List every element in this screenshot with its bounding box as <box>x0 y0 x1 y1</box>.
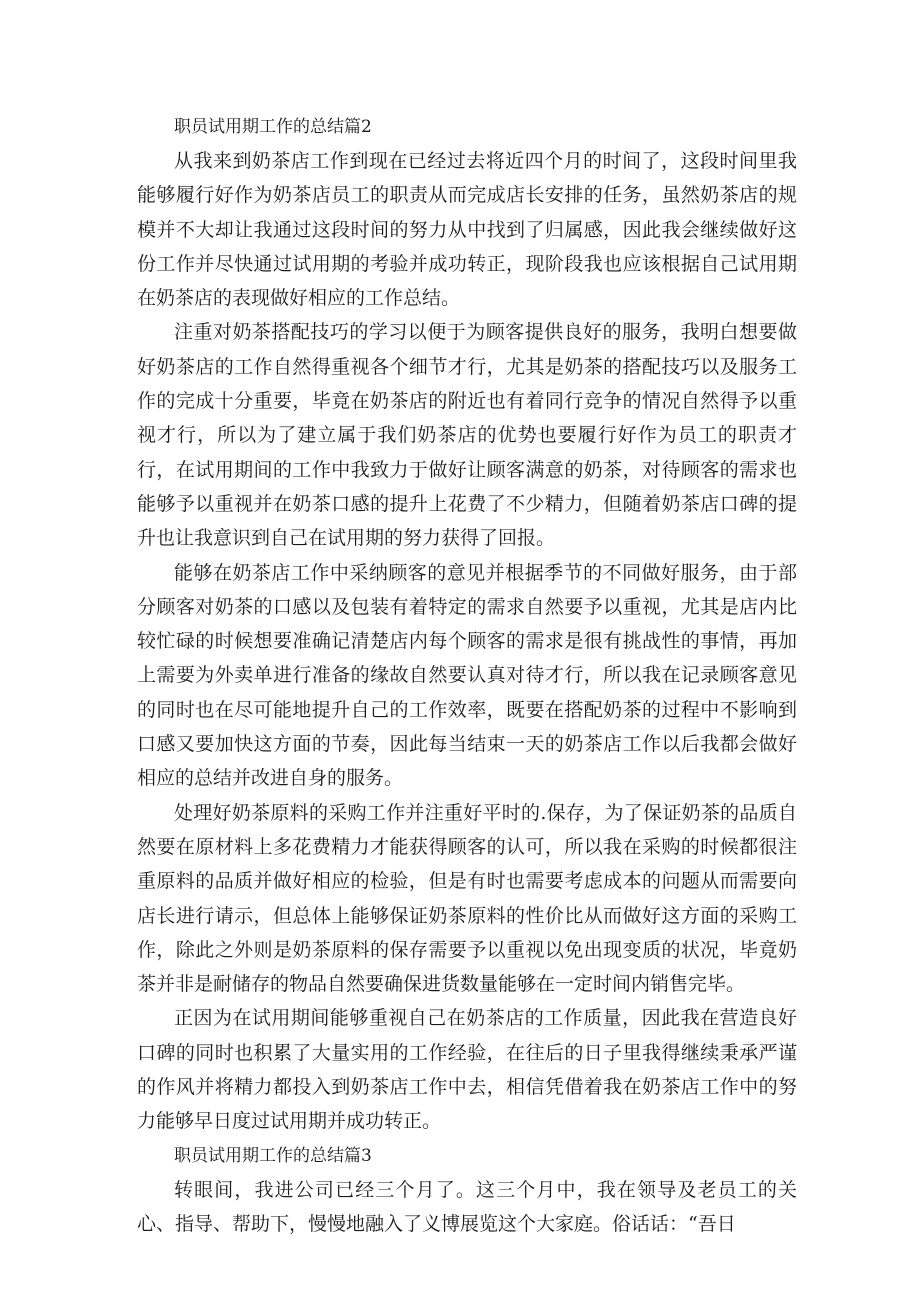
section-heading-2: 职员试用期工作的总结篇2 <box>174 117 372 137</box>
paragraph-6: 转眼间，我进公司已经三个月了。这三个月中，我在领导及老员工的关心、指导、帮助下，慢慢地融入了义博展览这个大家庭。俗话话：“吾日 <box>137 1178 797 1235</box>
paragraph-4: 处理好奶茶原料的采购工作并注重好平时的.保存，为了保证奶茶的品质自然要在原材料上多花费精力才能获得顾客的认可，所以我在采购的时候都很注重原料的品质并做好相应的检验，但是有时也需要考虑成本的问题从而需要向店长进行请示，但总体上能够保证奶茶原料的性价比从而做好这方面的采购工作，除此之外则是奶茶原料的保存需要予以重视以免出现变质的状况，毕竟奶茶并非是耐储存的物品自然要确保进货数量能够在一定时间内销售完毕。 <box>137 801 797 996</box>
paragraph-1: 从我来到奶茶店工作到现在已经过去将近四个月的时间了，这段时间里我能够履行好作为奶茶店员工的职责从而完成店长安排的任务，虽然奶茶店的规模并不大却让我通过这段时间的努力从中找到了归属感，因此我会继续做好这份工作并尽快通过试用期的考验并成功转正，现阶段我也应该根据自己试用期在奶茶店的表现做好相应的工作总结。 <box>137 150 797 310</box>
paragraph-2: 注重对奶茶搭配技巧的学习以便于为顾客提供良好的服务，我明白想要做好奶茶店的工作自然得重视各个细节才行，尤其是奶茶的搭配技巧以及服务工作的完成十分重要，毕竟在奶茶店的附近也有着同行竞争的情况自然得予以重视才行，所以为了建立属于我们奶茶店的优势也要履行好作为员工的职责才行，在试用期间的工作中我致力于做好让顾客满意的奶茶，对待顾客的需求也能够予以重视并在奶茶口感的提升上花费了不少精力，但随着奶茶店口碑的提升也让我意识到自己在试用期的努力获得了回报。 <box>137 321 797 550</box>
paragraph-3: 能够在奶茶店工作中采纳顾客的意见并根据季节的不同做好服务，由于部分顾客对奶茶的口感以及包装有着特定的需求自然要予以重视，尤其是店内比较忙碌的时候想要准确记清楚店内每个顾客的需求是很有挑战性的事情，再加上需要为外卖单进行准备的缘故自然要认真对待才行，所以我在记录顾客意见的同时也在尽可能地提升自己的工作效率，既要在搭配奶茶的过程中不影响到口感又要加快这方面的节奏，因此每当结束一天的奶茶店工作以后我都会做好相应的总结并改进自身的服务。 <box>137 561 797 790</box>
document-body <box>137 110 797 1241</box>
paragraph-5: 正因为在试用期间能够重视自己在奶茶店的工作质量，因此我在营造良好口碑的同时也积累了大量实用的工作经验，在往后的日子里我得继续秉承严谨的作风并将精力都投入到奶茶店工作中去，相信凭借着我在奶茶店工作中的努力能够早日度过试用期并成功转正。 <box>137 1007 797 1133</box>
section-heading-3: 职员试用期工作的总结篇3 <box>174 1145 372 1166</box>
